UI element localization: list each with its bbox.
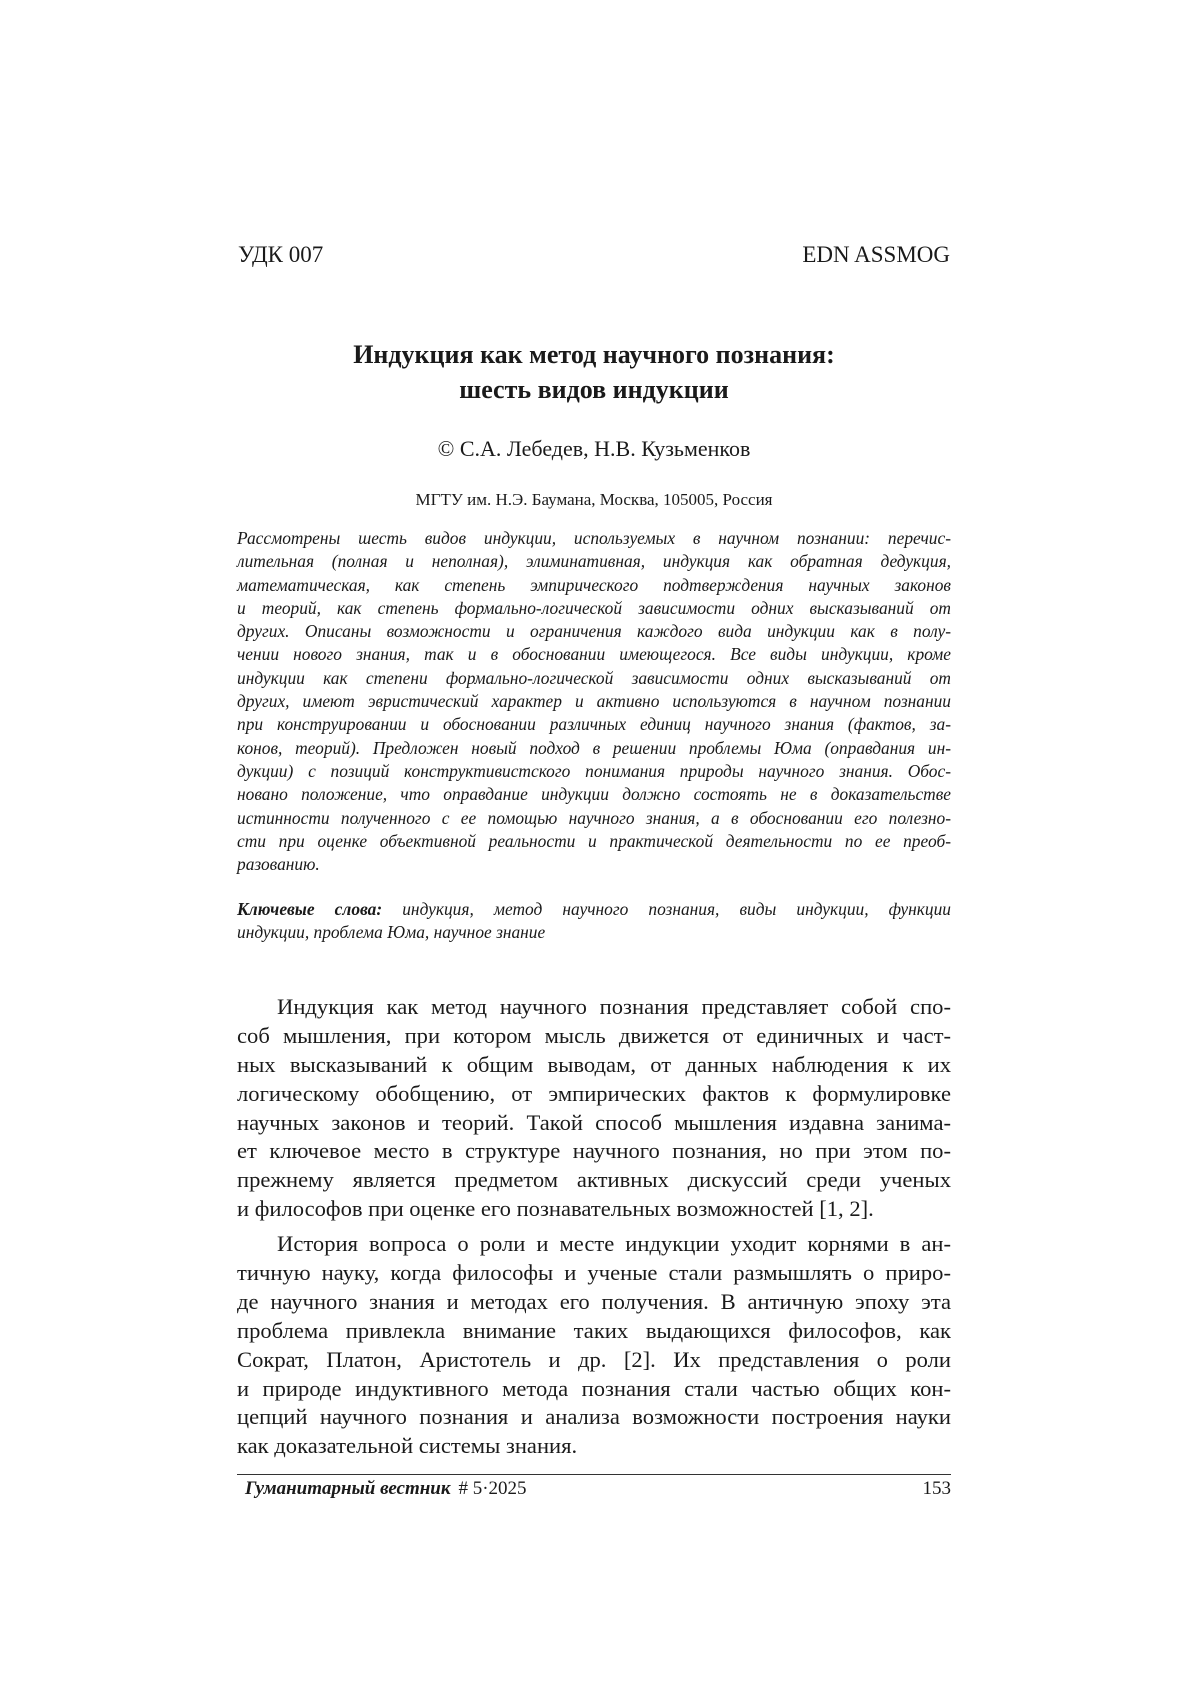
- abstract-line: математическая, как степень эмпирического подтверждения научных законов: [237, 574, 951, 595]
- keywords: [237, 898, 951, 945]
- edn-code: EDN ASSMOG: [802, 242, 950, 267]
- body-line: соб мышления, при котором мысль движется от единичных и част-: [237, 1022, 951, 1048]
- abstract-line: и теорий, как степень формально-логической зависимости одних высказываний от: [237, 597, 951, 618]
- body-line: Индукция как метод научного познания представляет собой спо-: [277, 994, 951, 1019]
- abstract-line: других. Описаны возможности и ограничения каждого вида индукции как в полу-: [237, 621, 951, 642]
- authors: © С.А. Лебедев, Н.В. Кузьменков: [437, 436, 751, 461]
- body-line: проблема привлекла внимание таких выдающихся философов, как: [237, 1317, 951, 1343]
- abstract-line: истинности полученного с ее помощью научного знания, а в обосновании его полезно-: [237, 807, 951, 828]
- body-line: прежнему является предметом активных дискуссий среди ученых: [237, 1167, 951, 1193]
- body-line: де научного знания и методах его получения. В античную эпоху эта: [237, 1288, 951, 1314]
- affiliation: МГТУ им. Н.Э. Баумана, Москва, 105005, Россия: [415, 490, 773, 509]
- abstract-line: новано положение, что оправдание индукции должно состоять не в доказательстве: [237, 784, 951, 805]
- abstract-line: сти при оценке объективной реальности и практической деятельности по ее преоб-: [237, 830, 951, 851]
- body-line: тичную науку, когда философы и ученые стали размышлять о приро-: [237, 1260, 951, 1286]
- footer-divider: [237, 1474, 951, 1475]
- body-text: [237, 993, 951, 1461]
- article-title: [238, 337, 950, 407]
- keywords-label: Ключевые слова:: [237, 899, 383, 919]
- body-line: ных высказываний к общим выводам, от данных наблюдения к их: [237, 1051, 951, 1077]
- body-line: Сократ, Платон, Аристотель и др. [2]. Их представления о роли: [237, 1346, 951, 1372]
- journal-name: Гуманитарный вестник: [245, 1478, 451, 1499]
- title-line-2: шесть видов индукции: [459, 375, 729, 404]
- body-line: логическому обобщению, от эмпирических фактов к формулировке: [237, 1080, 951, 1106]
- abstract-line: конов, теорий). Предложен новый подход в решении проблемы Юма (оправдания ин-: [237, 737, 951, 758]
- page-footer: [245, 1478, 951, 1500]
- abstract-line: Рассмотрены шесть видов индукции, используемых в научном познании: перечис-: [237, 528, 951, 548]
- body-line: ет ключевое место в структуре научного познания, но при этом по-: [237, 1138, 951, 1164]
- keywords-text: индукция, метод научного познания, виды индукции, функции: [382, 899, 951, 919]
- abstract-line: чении нового знания, так и в обосновании имеющегося. Все виды индукции, кроме: [237, 644, 951, 665]
- abstract-line: разованию.: [237, 854, 320, 875]
- udk-code: УДК 007: [238, 242, 324, 267]
- abstract-line: дукции) с позиций конструктивистского понимания природы научного знания. Обос-: [237, 760, 951, 781]
- abstract: [237, 527, 951, 876]
- body-line: цепций научного познания и анализа возможности построения науки: [237, 1404, 951, 1430]
- body-line: как доказательной системы знания.: [237, 1433, 578, 1459]
- body-line: и природе индуктивного метода познания стали частью общих кон-: [237, 1375, 951, 1401]
- abstract-line: при конструировании и обосновании различных единиц научного знания (фактов, за-: [237, 714, 951, 735]
- journal-issue: # 5·2025: [458, 1478, 527, 1499]
- body-line: научных законов и теорий. Такой способ мышления издавна занима-: [237, 1109, 951, 1135]
- keywords-line-1: [237, 898, 951, 921]
- keywords-line-2: индукции, проблема Юма, научное знание: [237, 922, 546, 943]
- title-line-1: Индукция как метод научного познания:: [353, 340, 835, 369]
- page-number: 153: [922, 1478, 951, 1499]
- body-line: История вопроса о роли и месте индукции уходит корнями в ан-: [277, 1231, 951, 1257]
- abstract-line: лительная (полная и неполная), элиминативная, индукция как обратная дедукция,: [237, 551, 951, 572]
- abstract-line: других, имеют эвристический характер и активно используются в научном познании: [237, 691, 951, 712]
- abstract-line: индукции как степени формально-логической зависимости одних высказываний от: [237, 667, 951, 688]
- body-line: и философов при оценке его познавательных возможностей [1, 2].: [237, 1196, 874, 1222]
